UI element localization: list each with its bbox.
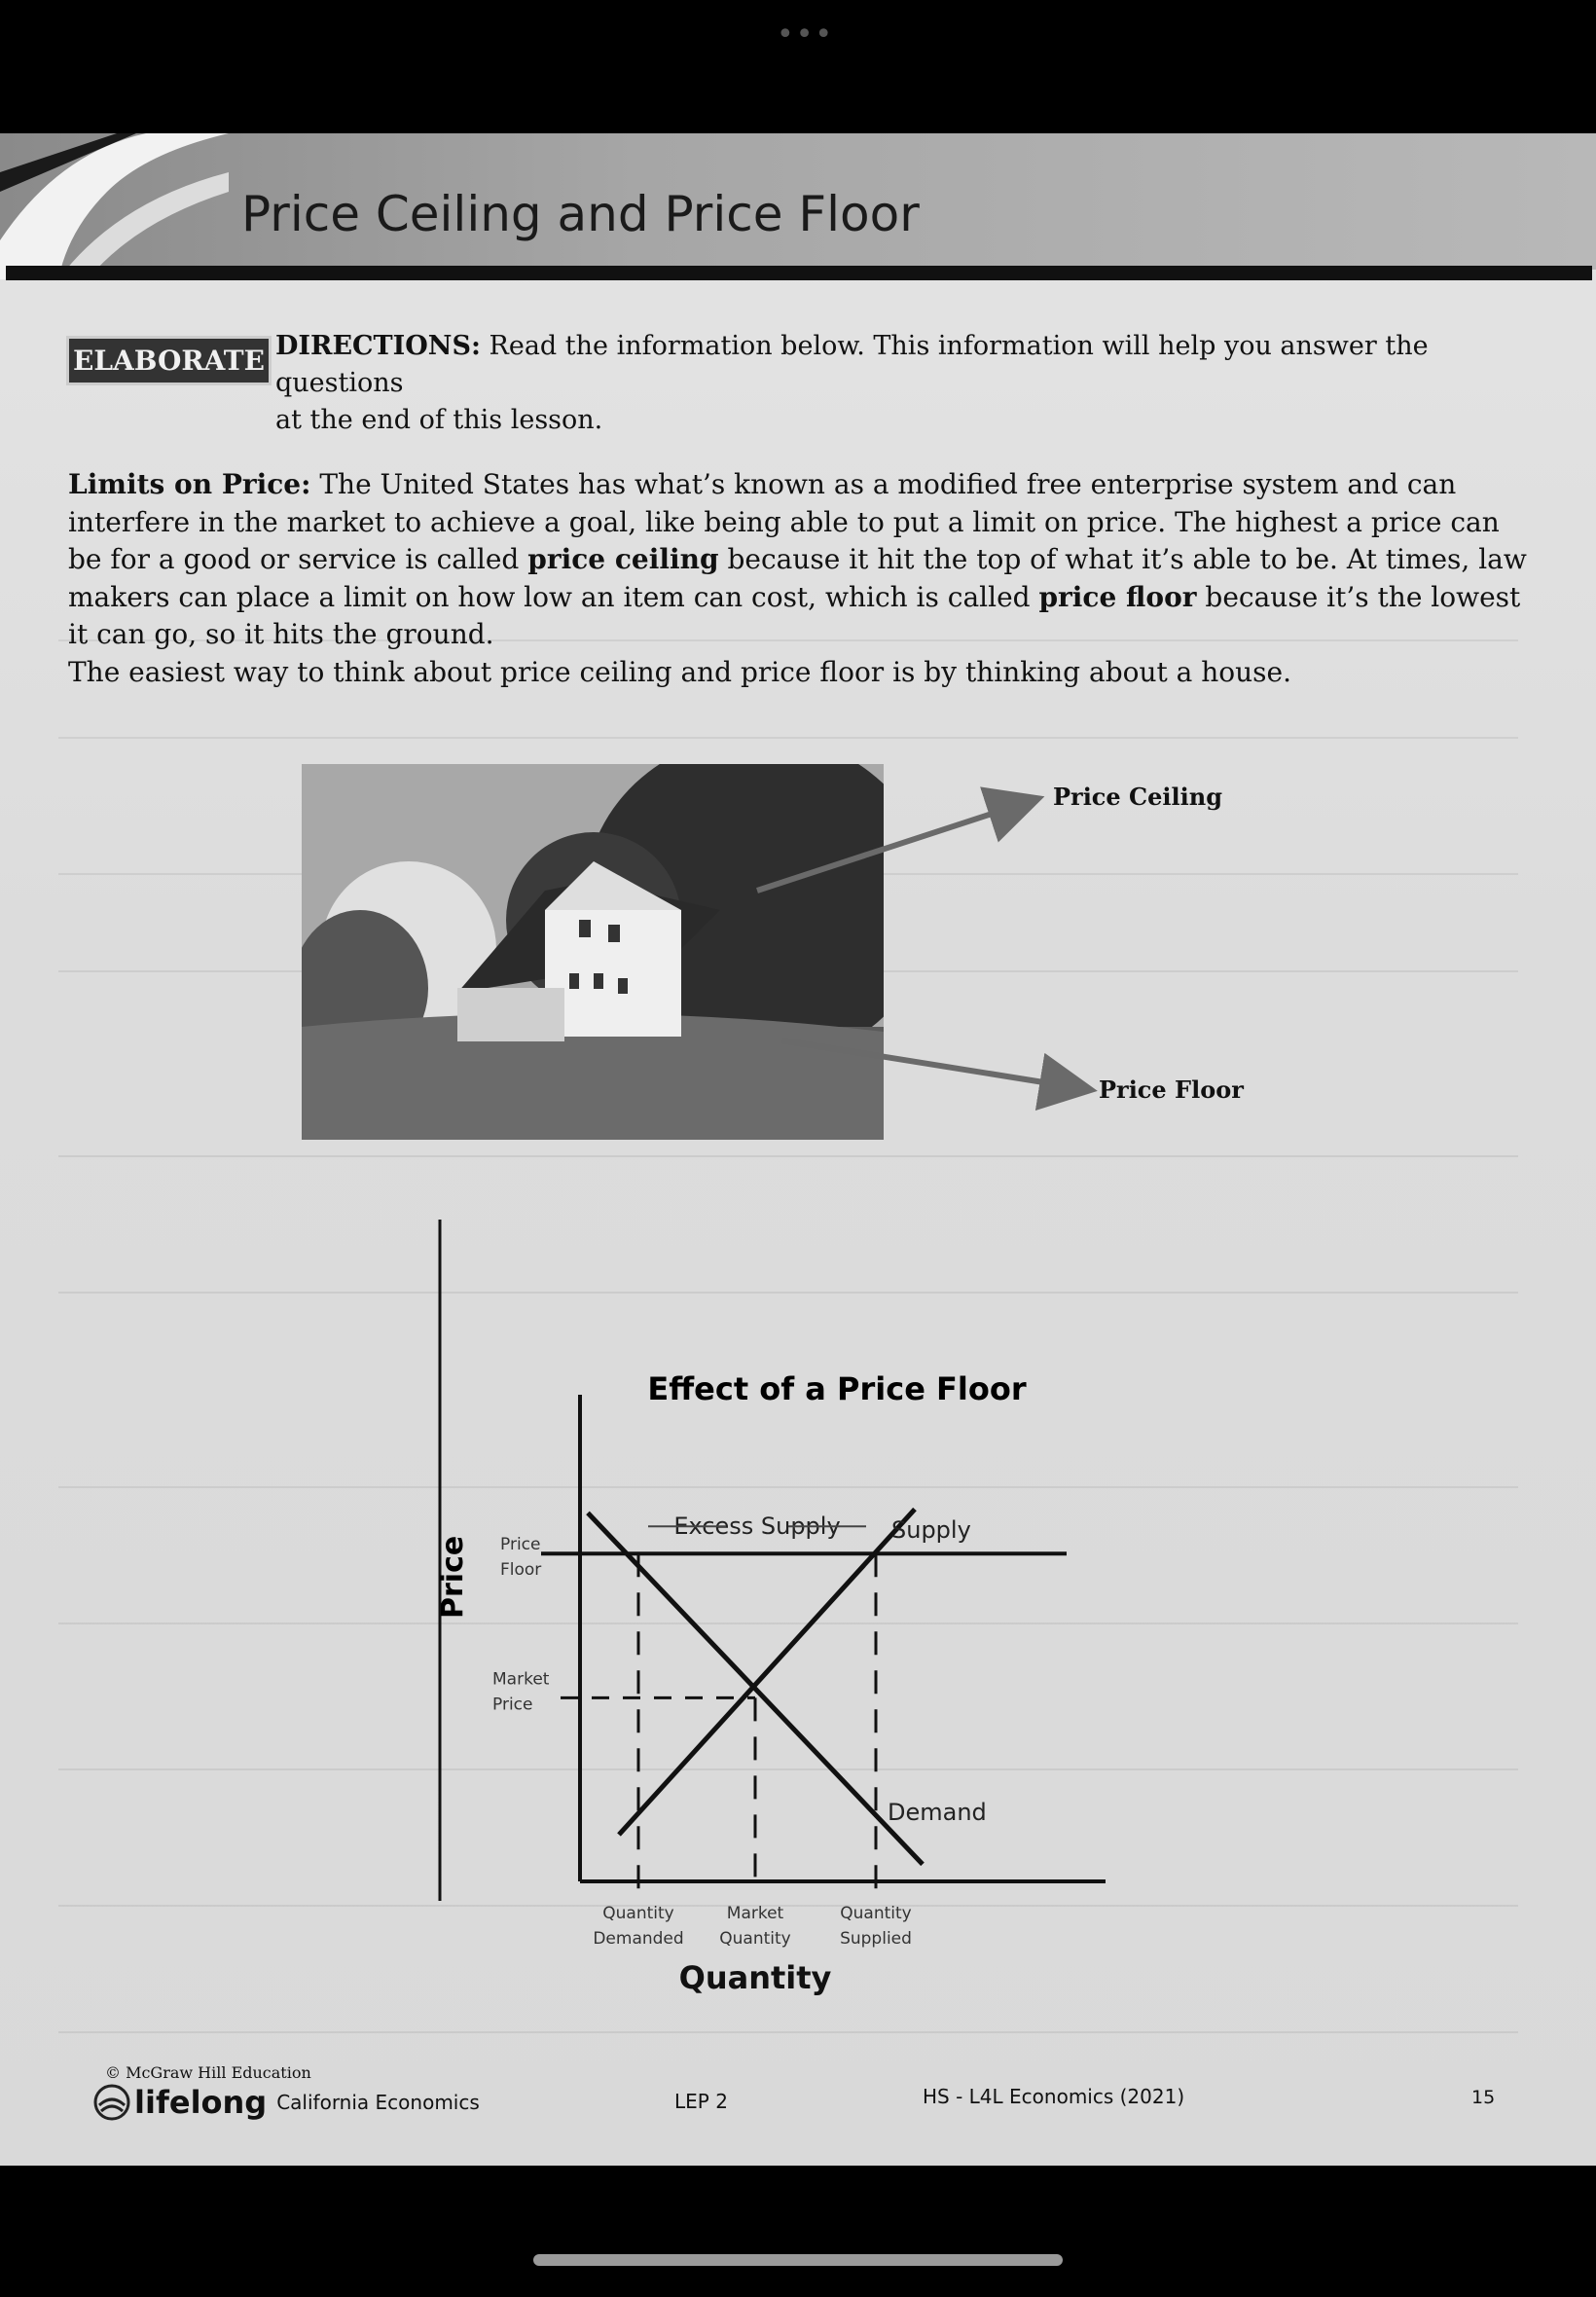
x-axis-label: Quantity	[678, 1959, 832, 1996]
footer-program: HS - L4L Economics (2021)	[923, 2085, 1185, 2108]
term-price-floor: price floor	[1038, 580, 1197, 613]
arrow-to-floor	[782, 1040, 1086, 1089]
elaborate-badge: ELABORATE	[66, 336, 272, 385]
qd-label-2: Demanded	[593, 1929, 684, 1949]
chart-title: Effect of a Price Floor	[647, 1370, 1027, 1407]
price-floor-label-1: Price	[500, 1535, 541, 1555]
market-price-label-1: Market	[492, 1669, 550, 1690]
footer-brand	[93, 2084, 480, 2121]
supply-curve	[619, 1510, 915, 1835]
price-floor-label-2: Floor	[500, 1560, 542, 1581]
excess-supply-label: Excess Supply	[673, 1513, 841, 1541]
directions-label: DIRECTIONS:	[275, 331, 481, 361]
term-price-ceiling: price ceiling	[527, 543, 719, 575]
qs-label-2: Supplied	[840, 1929, 912, 1949]
page-title: Price Ceiling and Price Floor	[241, 186, 920, 242]
label-price-ceiling: Price Ceiling	[1053, 783, 1222, 811]
qd-label-1: Quantity	[602, 1904, 674, 1923]
brand-name: lifelong	[134, 2084, 268, 2121]
mq-label-1: Market	[726, 1904, 784, 1923]
intro-part3: because it’s the lowest it can go, so it hits the ground.	[68, 580, 1521, 650]
market-price-label-2: Price	[492, 1695, 533, 1715]
footer-page-number: 15	[1471, 2087, 1496, 2108]
directions-line1: Read the information below. This information will help you answer the questions	[275, 331, 1429, 398]
status-dots: •••	[777, 18, 835, 52]
limits-label: Limits on Price:	[68, 468, 311, 500]
worksheet-page	[0, 133, 1596, 2166]
footer-lep: LEP 2	[674, 2090, 728, 2113]
intro-part1: The United States has what’s known as a modified free enterprise system and can interfere in the market to achieve a goal, like being able to put a limit on price. The highest a price can be for a good or service is called	[68, 468, 1500, 575]
intro-part2: because it hit the top of what it’s able to be. At times, law makers can place a limit on how low an item can cost, which is called	[68, 543, 1527, 613]
qs-label-1: Quantity	[840, 1904, 912, 1923]
y-axis-label: Price	[436, 1535, 470, 1619]
price-floor-chart	[428, 1220, 1168, 2037]
home-indicator[interactable]	[533, 2254, 1063, 2266]
directions-line2: at the end of this lesson.	[275, 405, 603, 435]
mq-label-2: Quantity	[719, 1929, 791, 1949]
lifelong-logo-icon	[93, 2084, 130, 2121]
supply-label: Supply	[891, 1516, 971, 1545]
plot-area	[492, 1395, 1106, 1996]
label-price-floor: Price Floor	[1099, 1076, 1244, 1104]
footer-copyright: © McGraw Hill Education	[105, 2063, 311, 2082]
arrow-to-ceiling	[757, 800, 1034, 891]
easiest-way-sentence: The easiest way to think about price ceiling and price floor is by thinking about a house.	[68, 656, 1292, 688]
course-name: California Economics	[276, 2091, 480, 2114]
demand-label: Demand	[888, 1798, 987, 1826]
